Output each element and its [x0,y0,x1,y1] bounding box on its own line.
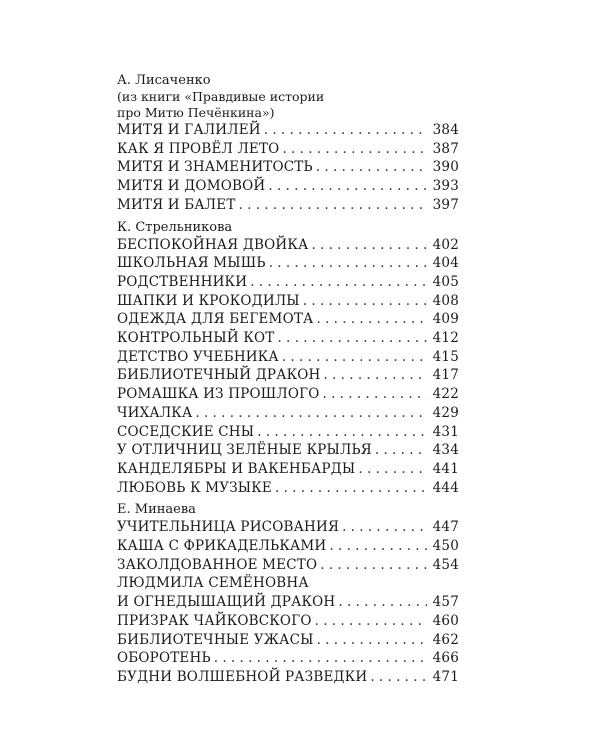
toc-entry-title: РОДСТВЕННИКИ [117,273,248,290]
toc-section-strelnikova [117,219,459,498]
leader-dots [257,423,427,442]
table-of-contents [117,72,459,687]
toc-entry[interactable] [117,441,459,460]
toc-entry-title: БИБЛИОТЕЧНЫЙ ДРАКОН [117,367,321,384]
toc-entry-page: 404 [432,255,459,272]
toc-entry-title: КОНТРОЛЬНЫЙ КОТ [117,330,275,347]
leader-dots [323,385,427,404]
toc-entry[interactable] [117,385,459,404]
toc-entry-title: БУДНИ ВОЛШЕБНОЙ РАЗВЕДКИ [117,668,368,685]
toc-entry-page: 466 [432,650,459,667]
leader-dots [370,668,427,687]
section-author: К. Стрельникова [117,219,233,235]
leader-dots [277,329,427,348]
toc-entry-page: 431 [432,423,459,440]
leader-dots [315,612,427,631]
leader-dots [320,556,427,575]
toc-entry-page: 415 [432,348,459,365]
toc-entry-title: УЧИТЕЛЬНИЦА РИСОВАНИЯ [117,519,340,536]
toc-entry[interactable] [117,329,459,348]
toc-entry-title: И ОГНЕДЫШАЩИЙ ДРАКОН [117,594,336,611]
leader-dots [282,140,427,159]
toc-entry[interactable] [117,196,459,215]
toc-entry[interactable] [117,236,459,255]
section-note-line: про Митю Печёнкина») [117,105,275,120]
toc-entry[interactable] [117,460,459,479]
toc-entry-page: 408 [432,292,459,309]
toc-entry-title: СОСЕДСКИЕ СНЫ [117,423,255,440]
leader-dots [329,537,427,556]
leader-dots [264,121,427,140]
toc-entry-page: 390 [432,159,459,176]
toc-entry-page: 429 [432,404,459,421]
toc-entry[interactable] [117,479,459,498]
toc-entry[interactable] [117,631,459,650]
toc-entry-title: ЛЮБОВЬ К МУЗЫКЕ [117,479,272,496]
leader-dots [250,273,427,292]
toc-entry-page: 417 [432,367,459,384]
toc-entry-title: ШАПКИ И КРОКОДИЛЫ [117,292,300,309]
leader-dots [269,254,427,273]
toc-entry[interactable] [117,348,459,367]
toc-entry-title: ШКОЛЬНАЯ МЫШЬ [117,255,266,272]
leader-dots [282,348,427,367]
toc-entry[interactable] [117,423,459,442]
leader-dots [316,310,427,329]
leader-dots [214,649,427,668]
toc-entry-page: 409 [432,311,459,328]
toc-entry[interactable] [117,292,459,311]
toc-entry-page: 405 [432,273,459,290]
toc-entry-title: РОМАШКА ИЗ ПРОШЛОГО [117,386,320,403]
toc-entry-title: ДЕТСТВО УЧЕБНИКА [117,348,279,365]
toc-entry-title: ЗАКОЛДОВАННОЕ МЕСТО [117,556,318,573]
toc-entry-title: МИТЯ И ГАЛИЛЕЙ [117,122,261,138]
toc-entry[interactable] [117,404,459,423]
toc-entry-page: 397 [432,196,459,213]
toc-entry-page: 447 [432,519,459,536]
toc-entry[interactable] [117,140,459,159]
toc-entry-page: 422 [432,386,459,403]
leader-dots [324,366,427,385]
toc-entry-page: 454 [432,556,459,573]
toc-entry[interactable] [117,254,459,273]
toc-entry-title: ПРИЗРАК ЧАЙКОВСКОГО [117,612,312,629]
leader-dots [342,518,427,537]
section-note-line: (из книги «Правдивые истории [117,89,325,104]
toc-entry[interactable] [117,121,459,140]
toc-entry-page: 441 [432,460,459,477]
toc-entry[interactable] [117,537,459,556]
toc-entry[interactable] [117,366,459,385]
toc-entry-page: 384 [432,122,459,138]
toc-entry-page: 402 [432,236,459,253]
toc-entry-title: ОБОРОТЕНЬ [117,650,211,667]
toc-entry-page: 471 [432,668,459,685]
toc-entry[interactable] [117,177,459,196]
leader-dots [275,479,427,498]
toc-entry-title-line[interactable]: ЛЮДМИЛА СЕМЁНОВНА [117,575,309,592]
toc-entry-page: 444 [432,479,459,496]
toc-entry-page: 450 [432,538,459,555]
leader-dots [375,441,427,460]
toc-entry-page: 460 [432,612,459,629]
toc-entry-title: У ОТЛИЧНИЦ ЗЕЛЁНЫЕ КРЫЛЬЯ [117,442,372,459]
leader-dots [311,236,427,255]
leader-dots [195,404,427,423]
toc-entry-page: 412 [432,330,459,347]
toc-entry-title: КАНДЕЛЯБРЫ И ВАКЕНБАРДЫ [117,460,356,477]
toc-entry[interactable] [117,273,459,292]
toc-entry-title: КАК Я ПРОВЁЛ ЛЕТО [117,140,280,157]
leader-dots [358,460,427,479]
toc-entry[interactable] [117,518,459,537]
toc-entry-title: МИТЯ И ДОМОВОЙ [117,178,266,195]
toc-section-lisachenko [117,72,459,215]
section-author: Е. Минаева [117,502,196,518]
toc-entry-page: 457 [432,594,459,611]
toc-entry-title: КАША С ФРИКАДЕЛЬКАМИ [117,538,327,555]
toc-entry[interactable] [117,310,459,329]
leader-dots [239,196,427,215]
section-author: А. Лисаченко [117,73,211,88]
toc-entry-page: 387 [432,140,459,157]
toc-entry-page: 434 [432,442,459,459]
leader-dots [338,593,427,612]
toc-section-minaeva [117,501,459,686]
leader-dots [317,631,427,650]
toc-entry-title: БИБЛИОТЕЧНЫЕ УЖАСЫ [117,631,314,648]
toc-entry[interactable] [117,649,459,668]
toc-entry[interactable] [117,593,459,612]
toc-entry[interactable] [117,612,459,631]
leader-dots [268,177,427,196]
leader-dots [316,158,427,177]
toc-entry-title: ЧИХАЛКА [117,404,193,421]
toc-entry-title: МИТЯ И ЗНАМЕНИТОСТЬ [117,159,313,176]
toc-entry-title: МИТЯ И БАЛЕТ [117,196,236,213]
toc-entry-title: БЕСПОКОЙНАЯ ДВОЙКА [117,236,309,253]
toc-entry[interactable] [117,668,459,687]
leader-dots [303,292,427,311]
toc-entry-page: 462 [432,631,459,648]
toc-entry[interactable] [117,556,459,575]
toc-entry[interactable] [117,158,459,177]
toc-entry-page: 393 [432,178,459,195]
toc-entry-title: ОДЕЖДА ДЛЯ БЕГЕМОТА [117,311,314,328]
